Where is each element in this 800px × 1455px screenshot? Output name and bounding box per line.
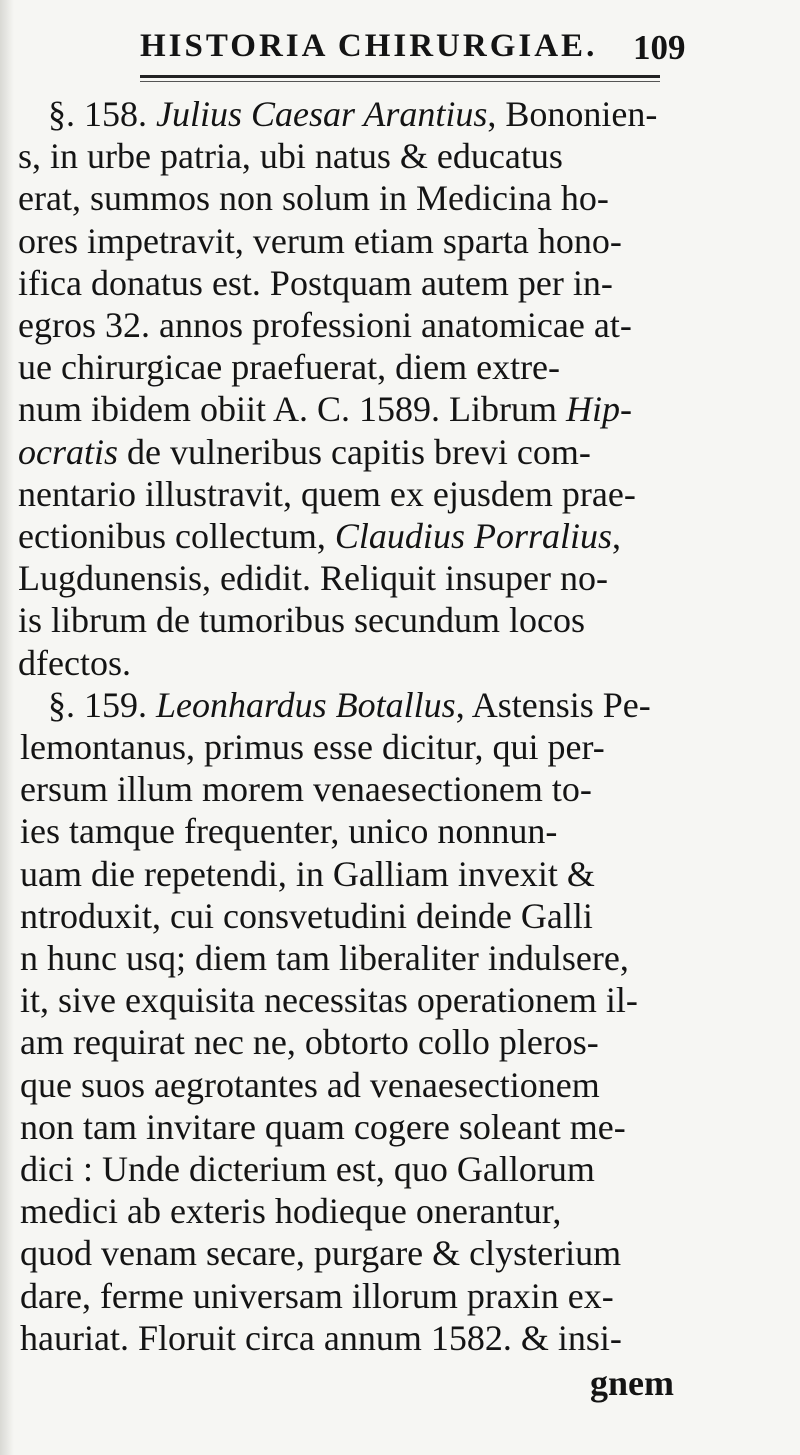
text-line xyxy=(20,977,638,1023)
text-line xyxy=(20,766,592,812)
text-line xyxy=(48,682,651,728)
text-segment: egros 32. annos professioni anatomicae at- xyxy=(18,305,632,345)
text-segment: s, in urbe patria, ubi natus & educatus xyxy=(18,136,563,177)
text-line xyxy=(20,1146,595,1192)
text-line xyxy=(18,471,636,517)
text-line xyxy=(18,429,591,475)
text-segment: de vulneribus capitis brevi com- xyxy=(118,431,591,472)
italic-name: Leonhardus Botallus xyxy=(156,684,456,725)
head-rule-thin xyxy=(140,81,660,82)
text-line xyxy=(20,1062,600,1108)
text-segment: ies tamque frequenter, unico nonnun- xyxy=(20,811,558,852)
text-segment: erat, summos non solum in Medicina ho- xyxy=(18,178,609,219)
text-line xyxy=(20,1315,622,1361)
text-segment: , Astensis Pe- xyxy=(455,684,651,725)
italic-name: ocratis xyxy=(18,431,119,472)
gutter-shadow xyxy=(0,0,14,1455)
text-line xyxy=(18,344,560,390)
text-segment: medici ab exteris hodieque onerantur, xyxy=(20,1191,562,1232)
text-segment: num ibidem obiit A. C. 1589. Librum xyxy=(18,389,566,430)
text-segment: §. 159. xyxy=(48,684,156,725)
text-line xyxy=(20,1188,561,1234)
text-segment: ue chirurgicae praefuerat, diem extre- xyxy=(18,347,561,388)
text-segment: uam die repetendi, in Galliam invexit & xyxy=(20,853,595,894)
text-segment: quod venam secare, purgare & clysterium xyxy=(20,1233,622,1274)
text-segment: lemontanus, primus esse dicitur, qui per- xyxy=(20,727,605,767)
text-segment: ectionibus collectum, xyxy=(18,516,335,556)
text-segment: is librum de tumoribus secundum locos xyxy=(18,600,585,641)
text-segment: nentario illustravit, quem ex ejusdem prae- xyxy=(18,473,636,514)
text-segment: , Bononien- xyxy=(487,94,658,134)
text-segment: hauriat. Floruit circa annum 1582. & insi- xyxy=(20,1317,622,1358)
text-line xyxy=(20,1273,614,1319)
text-segment: ntroduxit, cui consvetudini deinde Galli xyxy=(20,895,593,936)
text-segment: am requirat nec ne, obtorto collo pleros- xyxy=(20,1022,599,1063)
text-segment: ores impetravit, verum etiam sparta hono- xyxy=(18,220,622,261)
text-line xyxy=(20,893,593,939)
text-line xyxy=(20,724,605,770)
text-line xyxy=(20,1104,626,1150)
italic-name: Claudius Porralius xyxy=(334,516,612,556)
italic-name: Julius Caesar Arantius xyxy=(156,94,488,134)
text-segment: it, sive exquisita necessitas operationem il- xyxy=(20,980,638,1021)
text-segment: , xyxy=(611,516,621,556)
catchword: gnem xyxy=(590,1363,674,1403)
text-line xyxy=(20,808,557,854)
text-segment: dici : Unde dicterium est, quo Gallorum xyxy=(20,1149,595,1189)
text-line xyxy=(18,260,613,306)
text-segment: dfectos. xyxy=(18,642,131,683)
text-segment: dare, ferme universam illorum praxin ex- xyxy=(20,1275,614,1316)
text-line xyxy=(18,218,622,264)
text-line xyxy=(20,935,629,981)
text-segment: §. 158. xyxy=(48,94,156,134)
italic-name: Hip- xyxy=(566,389,632,430)
text-segment: ersum illum morem venaesectionem to- xyxy=(20,769,592,810)
text-line xyxy=(20,1019,599,1065)
text-segment: Lugdunensis, edidit. Reliquit insuper no- xyxy=(18,558,608,599)
text-line xyxy=(20,1230,621,1276)
text-segment: ifica donatus est. Postquam autem per in- xyxy=(18,262,613,303)
head-rule xyxy=(140,75,660,78)
text-line xyxy=(18,386,632,432)
text-line xyxy=(18,302,632,348)
text-segment: non tam invitare quam cogere soleant me- xyxy=(20,1106,626,1147)
text-line xyxy=(48,91,657,137)
text-segment: que suos aegrotantes ad venaesectionem xyxy=(20,1064,600,1105)
text-line xyxy=(18,513,621,559)
text-line xyxy=(18,640,131,686)
page-number: 109 xyxy=(633,28,686,67)
running-head-title: HISTORIA CHIRURGIAE. xyxy=(140,28,598,64)
text-line xyxy=(20,851,595,897)
text-line xyxy=(18,597,585,643)
text-line xyxy=(18,555,608,601)
text-line xyxy=(18,175,609,221)
running-head xyxy=(0,28,800,88)
text-line xyxy=(18,133,563,179)
text-segment: n hunc usq; diem tam liberaliter indulsere, xyxy=(20,938,629,978)
